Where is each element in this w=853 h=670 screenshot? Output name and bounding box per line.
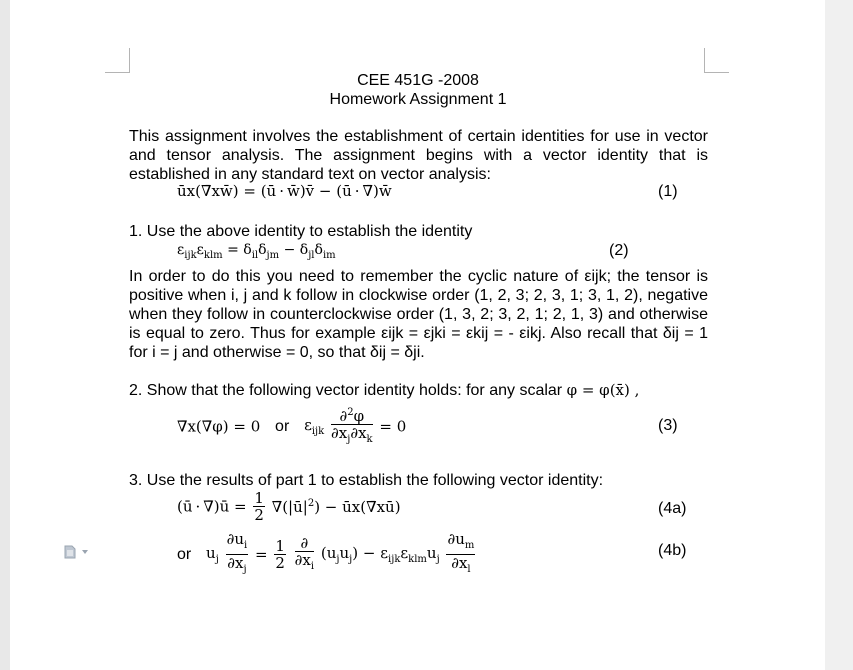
question-1-explanation: In order to do this you need to remember the cyclic nature of εijk; the tensor is positive when i, j and k follow in clockwise order (1, 2, 3; 2, 3, 1; 3, 1, 2), negative when they follow in counterclockwise order (1, 3, 2; 3, 2, 1; 2, 1, 3) and otherwise is equal to zero. Thus for example εijk = εjki = εkij = - εikj. Also recall that δij = 1 for i = j and otherwise = 0, so that δij = δji.: [129, 268, 708, 361]
intro-paragraph: This assignment involves the establishment of certain identities for use in vector and tensor analysis. The assignment begins with a vector identity that is established in any standard text on vector analysis:: [129, 128, 708, 183]
equation-4b-number: (4b): [658, 542, 687, 559]
equation-4a: (ū · ∇̄)ū = $\frac{1}{2}$ $\nablā(|ū|^2)$ − ūx(∇̄xū): [177, 489, 401, 524]
equation-4a-number: (4a): [658, 500, 687, 517]
question-3-prompt: 3. Use the results of part 1 to establish the following vector identity:: [129, 472, 604, 489]
equation-2-number: (2): [609, 242, 629, 259]
margin-corner-left: [105, 48, 130, 73]
question-1-prompt: 1. Use the above identity to establish the identity: [129, 223, 473, 240]
question-2-prompt: 2. Show that the following vector identity holds: for any scalar φ = φ(x̄) ,: [129, 381, 640, 399]
equation-3: ∇̄x(∇̄φ) = 0 or $\varepsilon_{ijk}$ $\frac{\partial^2\varphi}{\partial x_j\partial x_k}$ = 0: [177, 407, 407, 445]
chevron-down-icon[interactable]: [82, 550, 88, 554]
equation-1-number: (1): [658, 183, 678, 200]
assignment-title: Homework Assignment 1: [329, 91, 507, 108]
scrollbar-track[interactable]: [825, 0, 853, 670]
document-icon[interactable]: [64, 545, 76, 559]
equation-3-number: (3): [658, 417, 678, 434]
course-heading: CEE 451G -2008: [357, 72, 479, 89]
equation-4b: or $u_j$ $\frac{\partial u_i}{\partial x_j}$ = $\frac{1}{2}$ $\frac{\partial}{\partial x_i}$ $(u_ju_j) - \varepsilon_{ijk}\varepsilon_{klm}u_j$ $\frac{\partial u_m}{\partial x_l}$: [177, 530, 475, 575]
equation-1: ūx(∇̄xw̄) = (ū · w̄)v̄ − (ū · ∇̄)w̄: [177, 182, 392, 200]
equation-2: $\varepsilon_{ijk}\varepsilon_{klm} = \delta_{il}\delta_{jm} - \delta_{jl}\delta_{im}$: [177, 242, 336, 261]
margin-corner-right: [704, 48, 729, 73]
